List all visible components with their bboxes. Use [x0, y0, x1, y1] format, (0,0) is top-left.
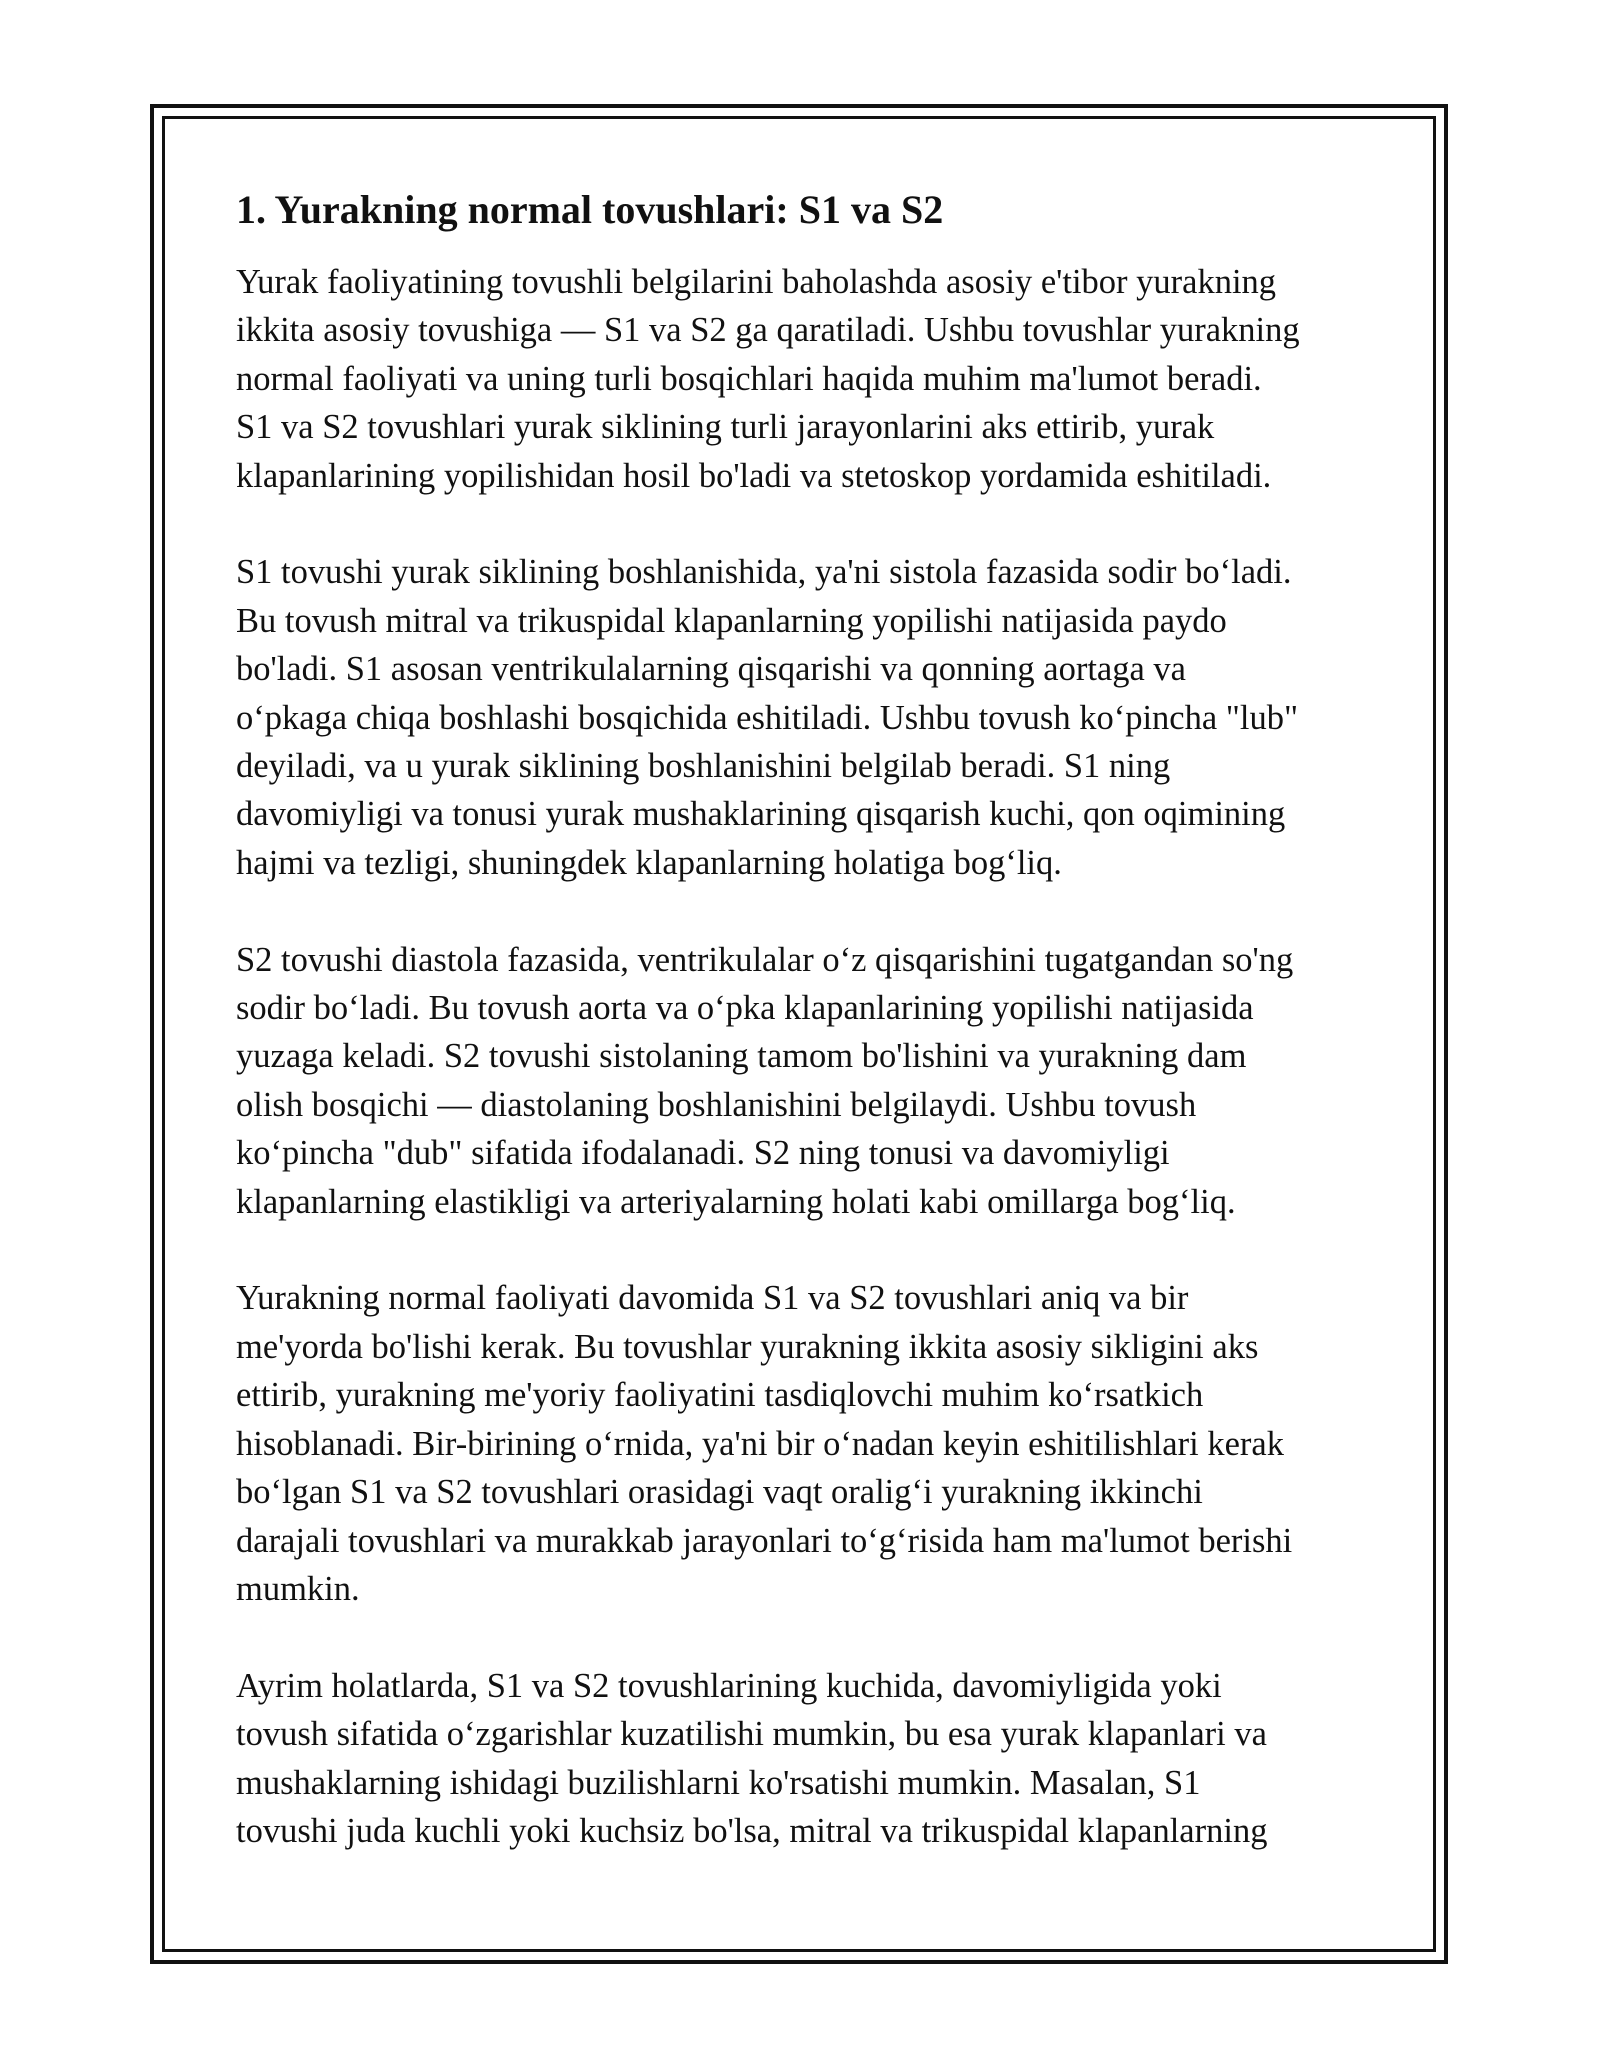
- text-line: klapanlarining yopilishidan hosil bo'ladi va stetoskop yordamida eshitiladi.: [236, 456, 1272, 495]
- text-line: mumkin.: [236, 1569, 360, 1608]
- text-line: S1 tovushi yurak siklining boshlanishida, ya'ni sistola fazasida sodir bo‘ladi.: [236, 553, 1292, 592]
- text-line: davomiyligi va tonusi yurak mushaklarining qisqarish kuchi, qon oqimining: [236, 795, 1286, 834]
- text-line: sodir bo‘ladi. Bu tovush aorta va o‘pka klapanlarining yopilishi natijasida: [236, 989, 1254, 1028]
- paragraph-4: [236, 1274, 1376, 1613]
- text-line: klapanlarning elastikligi va arteriyalarning holati kabi omillarga bog‘liq.: [236, 1182, 1236, 1221]
- text-line: S1 va S2 tovushlari yurak siklining turli jarayonlarini aks ettirib, yurak: [236, 408, 1215, 447]
- text-line: bo‘lgan S1 va S2 tovushlari orasidagi vaqt oralig‘i yurakning ikkinchi: [236, 1473, 1203, 1512]
- text-line: deyiladi, va u yurak siklining boshlanishini belgilab beradi. S1 ning: [236, 747, 1171, 786]
- text-line: Yurakning normal faoliyati davomida S1 va S2 tovushlari aniq va bir: [236, 1279, 1189, 1318]
- text-line: normal faoliyati va uning turli bosqichlari haqida muhim ma'lumot beradi.: [236, 359, 1262, 398]
- text-line: Ayrim holatlarda, S1 va S2 tovushlarining kuchida, davomiyligida yoki: [236, 1666, 1222, 1705]
- paragraph-5: [236, 1662, 1376, 1856]
- text-line: darajali tovushlari va murakkab jarayonlari to‘g‘risida ham ma'lumot berishi: [236, 1521, 1293, 1560]
- paragraph-1: [236, 258, 1376, 500]
- text-line: Bu tovush mitral va trikuspidal klapanlarning yopilishi natijasida paydo: [236, 601, 1227, 640]
- text-line: hajmi va tezligi, shuningdek klapanlarning holatiga bog‘liq.: [236, 843, 1062, 882]
- text-line: Yurak faoliyatining tovushli belgilarini baholashda asosiy e'tibor yurakning: [236, 263, 1277, 301]
- text-line: yuzaga keladi. S2 tovushi sistolaning tamom bo'lishini va yurakning dam: [236, 1037, 1247, 1076]
- section-heading: 1. Yurakning normal tovushlari: S1 va S2: [236, 187, 944, 232]
- text-line: tovushi juda kuchli yoki kuchsiz bo'lsa, mitral va trikuspidal klapanlarning: [236, 1811, 1268, 1850]
- document-body: [236, 184, 1376, 1904]
- text-line: S2 tovushi diastola fazasida, ventrikulalar o‘z qisqarishini tugatgandan so'ng: [236, 940, 1294, 979]
- text-line: tovush sifatida o‘zgarishlar kuzatilishi mumkin, bu esa yurak klapanlari va: [236, 1715, 1267, 1754]
- paragraph-3: [236, 936, 1376, 1226]
- text-line: ko‘pincha "dub" sifatida ifodalanadi. S2 ning tonusi va davomiyligi: [236, 1134, 1170, 1173]
- text-line: ikkita asosiy tovushiga — S1 va S2 ga qaratiladi. Ushbu tovushlar yurakning: [236, 311, 1300, 350]
- text-line: mushaklarning ishidagi buzilishlarni ko'rsatishi mumkin. Masalan, S1: [236, 1763, 1201, 1802]
- text-line: olish bosqichi — diastolaning boshlanishini belgilaydi. Ushbu tovush: [236, 1085, 1197, 1124]
- text-line: me'yorda bo'lishi kerak. Bu tovushlar yurakning ikkita asosiy sikligini aks: [236, 1327, 1259, 1366]
- text-line: o‘pkaga chiqa boshlashi bosqichida eshitiladi. Ushbu tovush ko‘pincha "lub": [236, 698, 1299, 737]
- text-line: ettirib, yurakning me'yoriy faoliyatini tasdiqlovchi muhim ko‘rsatkich: [236, 1376, 1204, 1415]
- text-line: hisoblanadi. Bir-birining o‘rnida, ya'ni bir o‘nadan keyin eshitilishlari kerak: [236, 1424, 1284, 1463]
- text-line: bo'ladi. S1 asosan ventrikulalarning qisqarishi va qonning aortaga va: [236, 650, 1186, 689]
- paragraph-2: [236, 548, 1376, 887]
